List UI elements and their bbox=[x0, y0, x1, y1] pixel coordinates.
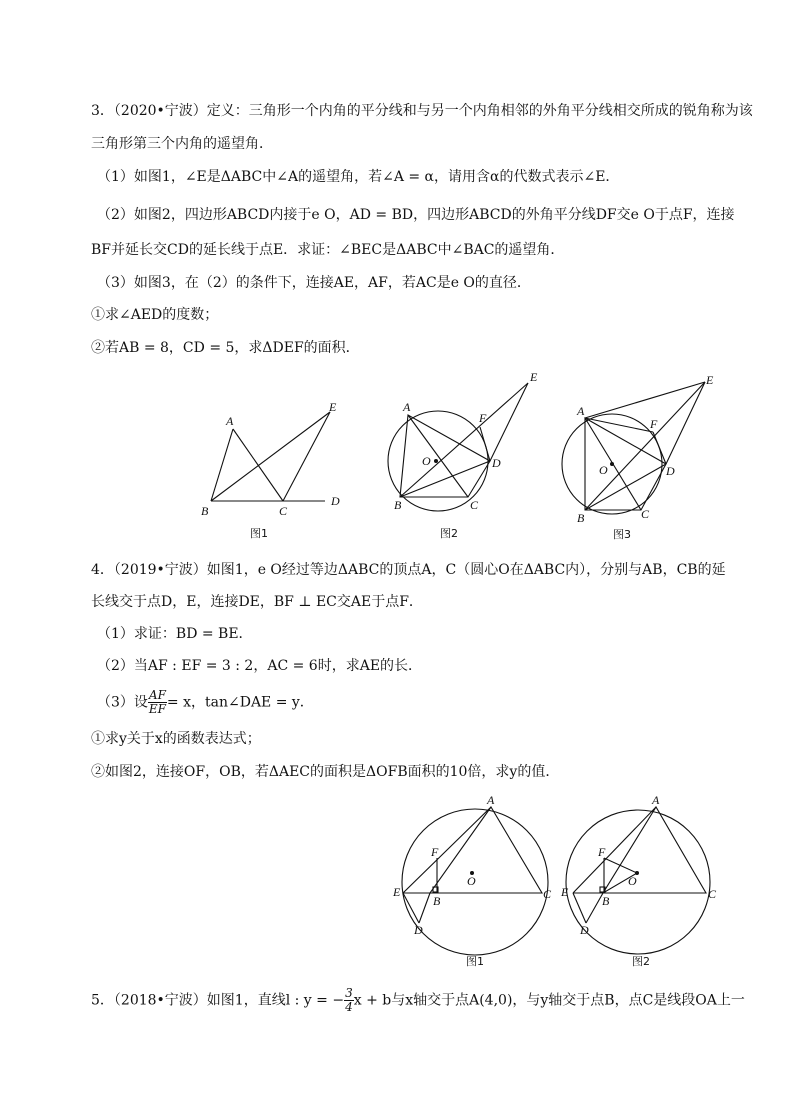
p4fig1-label-A: A bbox=[487, 793, 495, 807]
p4fig2-label-B: B bbox=[602, 894, 610, 908]
fig1-label-B: B bbox=[201, 504, 209, 518]
problem3-line1: 3．（2020•宁波）定义：三角形一个内角的平分线和与另一个内角相邻的外角平分线相交所成的锐角称为该 bbox=[91, 103, 753, 119]
problem4-part3-suffix: = x，tan∠DAE = y． bbox=[166, 694, 314, 711]
problem3-part3: （3）如图3，在（2）的条件下，连接AE，AF，若AC是e O的直径． bbox=[97, 275, 531, 291]
problem5-line1 bbox=[91, 987, 745, 1014]
problem4-part3 bbox=[97, 689, 314, 716]
problem3-figure2 bbox=[380, 365, 550, 549]
fig3-label-C: C bbox=[641, 507, 650, 521]
fig3-label-D: D bbox=[666, 464, 675, 478]
fraction-numerator: AF bbox=[148, 688, 166, 702]
fig1-caption: 图1 bbox=[250, 527, 268, 540]
p4fig2-caption: 图2 bbox=[632, 955, 650, 968]
problem3-part2b: BF并延长交CD的延长线于点E．求证：∠BEC是ΔABC中∠BAC的遥望角． bbox=[91, 242, 565, 258]
fig3-label-E: E bbox=[706, 373, 714, 387]
problem4-line2: 长线交于点D，E，连接DE，BF ⊥ EC交AE于点F． bbox=[91, 594, 423, 610]
p4fig1-label-B: B bbox=[433, 894, 441, 908]
problem3-question1: ①求∠AED的度数； bbox=[91, 307, 219, 323]
fig3-label-F: F bbox=[650, 417, 658, 431]
fig1-label-D: D bbox=[331, 494, 340, 508]
problem4-question2: ②如图2，连接OF，OB，若ΔAEC的面积是ΔOFB面积的10倍，求y的值． bbox=[91, 764, 560, 780]
p4fig1-label-D: D bbox=[414, 923, 423, 937]
problem4-part1: （1）求证：BD = BE． bbox=[97, 626, 253, 642]
fig2-label-C: C bbox=[470, 498, 479, 512]
problem5-line1-start: 5．（2018•宁波）如图1，直线l : y = − bbox=[91, 992, 345, 1009]
problem4-line1: 4．（2019•宁波）如图1，e O经过等边ΔABC的顶点A，C（圆心O在ΔABC内），分别与AB，CB的延 bbox=[91, 562, 726, 578]
fig3-label-B: B bbox=[577, 511, 585, 525]
fraction-denominator: EF bbox=[148, 702, 166, 716]
p4fig2-label-D: D bbox=[580, 923, 589, 937]
problem4-figure2 bbox=[558, 790, 728, 974]
fig3-caption: 图3 bbox=[613, 528, 631, 541]
problem3-figure3 bbox=[555, 368, 725, 552]
problem4-question1: ①求y关于x的函数表达式； bbox=[91, 731, 261, 747]
three-quarters-fraction bbox=[344, 987, 354, 1014]
fig2-label-D: D bbox=[492, 456, 501, 470]
fig2-label-F: F bbox=[479, 411, 487, 425]
p4fig2-label-A: A bbox=[652, 793, 660, 807]
af-over-ef-fraction bbox=[148, 689, 167, 716]
p4fig1-caption: 图1 bbox=[466, 955, 484, 968]
p4fig1-label-O: O bbox=[467, 874, 476, 888]
p4fig1-label-F: F bbox=[431, 845, 439, 859]
fig1-label-E: E bbox=[329, 400, 337, 414]
problem3-question2: ②若AB = 8，CD = 5，求ΔDEF的面积． bbox=[91, 340, 360, 356]
fraction-denominator: 4 bbox=[345, 1000, 353, 1014]
p4fig1-label-E: E bbox=[393, 885, 401, 899]
problem4-figure1 bbox=[390, 790, 560, 974]
fig1-label-C: C bbox=[279, 504, 288, 518]
fig2-label-O: O bbox=[422, 454, 431, 468]
problem3-part1: （1）如图1，∠E是ΔABC中∠A的遥望角，若∠A = α，请用含α的代数式表示∠E． bbox=[97, 169, 620, 185]
problem3-figure1 bbox=[195, 395, 355, 549]
p4fig2-label-F: F bbox=[598, 845, 606, 859]
p4fig2-label-C: C bbox=[708, 887, 717, 901]
fig1-label-A: A bbox=[226, 414, 234, 428]
problem4-part3-prefix: （3）设 bbox=[97, 694, 148, 711]
fig2-label-E: E bbox=[530, 370, 538, 384]
fig3-label-O: O bbox=[599, 463, 608, 477]
fig2-label-B: B bbox=[394, 498, 402, 512]
p4fig2-label-O: O bbox=[628, 874, 637, 888]
fraction-numerator: 3 bbox=[345, 986, 353, 1000]
p4fig1-label-C: C bbox=[543, 887, 552, 901]
problem3-line2: 三角形第三个内角的遥望角． bbox=[91, 136, 273, 152]
problem5-line1-end: x + b与x轴交于点A(4,0)，与y轴交于点B，点C是线段OA上一 bbox=[353, 992, 745, 1009]
fig2-caption: 图2 bbox=[440, 527, 458, 540]
problem4-part2: （2）当AF : EF = 3 : 2，AC = 6时，求AE的长． bbox=[97, 658, 423, 674]
p4fig2-label-E: E bbox=[561, 885, 569, 899]
fig3-label-A: A bbox=[577, 404, 585, 418]
fig2-label-A: A bbox=[403, 400, 411, 414]
problem3-part2a: （2）如图2，四边形ABCD内接于e O，AD = BD，四边形ABCD的外角平分线DF交e O于点F，连接 bbox=[97, 207, 735, 223]
